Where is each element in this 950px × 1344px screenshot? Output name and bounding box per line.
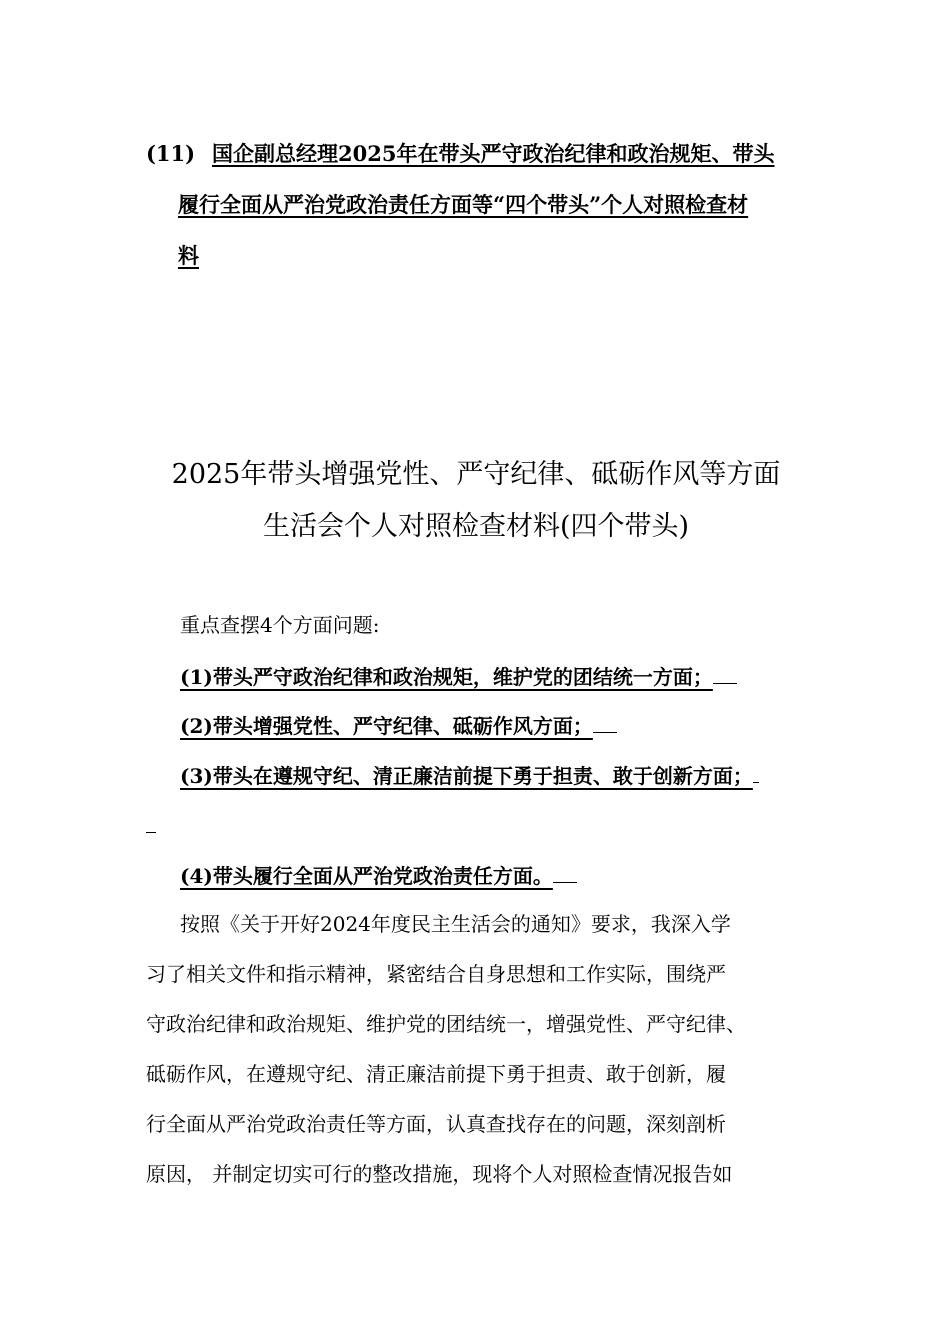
body-line-6: 原因， 并制定切实可行的整改措施，现将个人对照检查情况报告如	[146, 1162, 733, 1186]
body-line-2: 习了相关文件和指示精神，紧密结合自身思想和工作实际，围绕严	[146, 962, 726, 986]
underline-fragment	[146, 810, 156, 833]
focus-item-4[interactable]	[180, 858, 577, 892]
body-line-3: 守政治纪律和政治规矩、维护党的团结统一，增强党性、严守纪律、	[146, 1012, 746, 1036]
toc-title-line-2[interactable]: 履行全面从严治党政治责任方面等“四个带头”个人对照检查材	[178, 192, 749, 217]
intro-paragraph: 重点查摆4个方面问题:	[180, 613, 380, 637]
focus-item-3-text: (3)带头在遵规守纪、清正廉洁前提下勇于担责、敢于创新方面；	[180, 764, 753, 788]
focus-item-2[interactable]	[180, 708, 617, 742]
document-title-line-2: 生活会个人对照检查材料(四个带头)	[262, 511, 690, 542]
body-line-5: 行全面从严治党政治责任等方面，认真查找存在的问题，深刻剖析	[146, 1112, 726, 1136]
document-title-line-1: 2025年带头增强党性、严守纪律、砥砺作风等方面	[171, 459, 781, 490]
body-line-4: 砥砺作风，在遵规守纪、清正廉洁前提下勇于担责、敢于创新，履	[146, 1062, 726, 1086]
focus-item-1[interactable]	[180, 659, 737, 693]
focus-item-1-text: (1)带头严守政治纪律和政治规矩，维护党的团结统一方面；	[180, 665, 713, 689]
toc-title-line-1[interactable]: 国企副总经理2025年在带头严守政治纪律和政治规矩、带头	[212, 141, 775, 166]
body-line-1: 按照《关于开好2024年度民主生活会的通知》要求，我深入学	[180, 912, 731, 936]
focus-item-4-text: (4)带头履行全面从严治党政治责任方面。	[180, 864, 553, 888]
focus-item-2-text: (2)带头增强党性、严守纪律、砥砺作风方面；	[180, 714, 593, 738]
toc-number: (11)	[146, 141, 196, 166]
focus-item-3[interactable]	[180, 758, 759, 792]
toc-title-line-3[interactable]: 料	[178, 243, 199, 268]
